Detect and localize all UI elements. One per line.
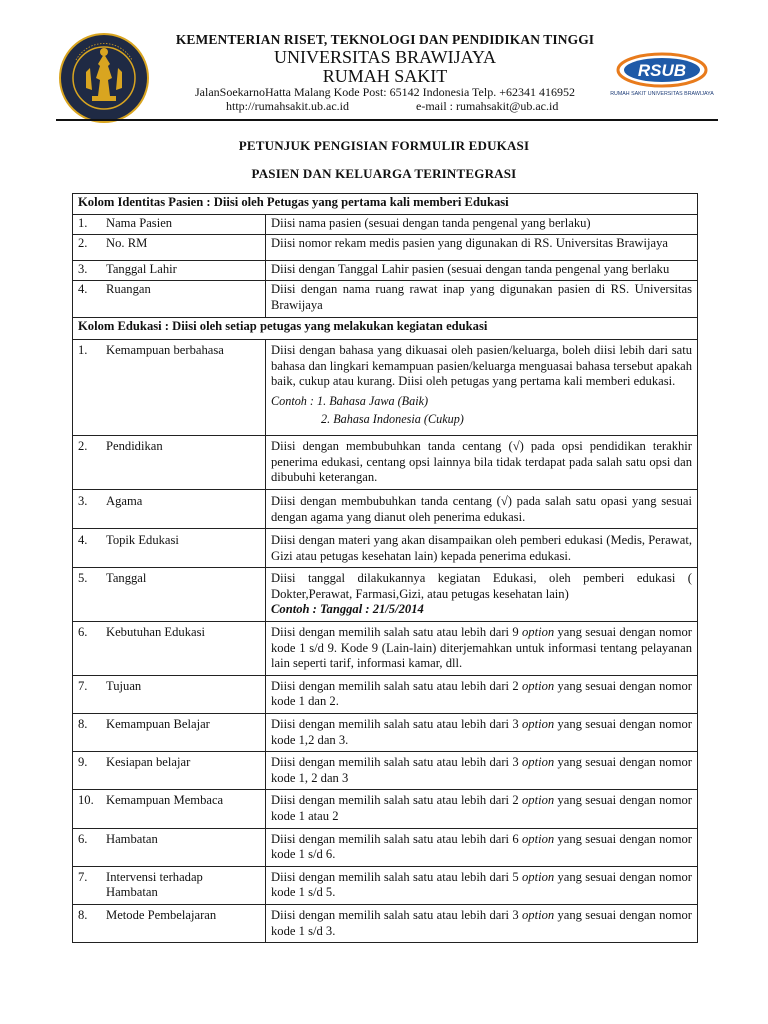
field-instruction: Diisi dengan memilih salah satu atau lebih dari 2 option yang sesuai dengan nomor kode 1 atau 2	[266, 790, 698, 828]
field-label: Tujuan	[106, 678, 142, 693]
field-instruction: Diisi dengan materi yang akan disampaikan oleh pemberi edukasi (Medis, Perawat, Gizi atau petugas kesehatan lain) kepada penerima edukasi.	[266, 529, 698, 568]
field-label: Kemampuan Belajar	[106, 717, 210, 732]
field-label: Tanggal	[106, 571, 147, 586]
field-label: Pendidikan	[106, 439, 163, 454]
field-instruction: Diisi tanggal dilakukannya kegiatan Edukasi, oleh pemberi edukasi ( Dokter,Perawat, Farmasi,Gizi, atau petugas kesehatan lain)	[271, 571, 692, 601]
header-divider	[56, 119, 718, 121]
document-subtitle: PASIEN DAN KELUARGA TERINTEGRASI	[251, 166, 517, 181]
field-label: Intervensi terhadap Hambatan	[106, 869, 203, 900]
field-instruction: Diisi dengan memilih salah satu atau lebih dari 5 option yang sesuai dengan nomor kode 1 s/d 5.	[266, 866, 698, 904]
document-title: PETUNJUK PENGISIAN FORMULIR EDUKASI	[238, 138, 530, 153]
hospital-name: RUMAH SAKIT	[322, 66, 448, 86]
field-instruction: Diisi dengan memilih salah satu atau lebih dari 9 option yang sesuai dengan nomor kode 1 s/d 9. Kode 9 (Lain-lain) diterjemahkan untuk informasi tentang pelayanan lain seperti tarif, informasi kamar, dll.	[266, 622, 698, 676]
section-title: Kolom Edukasi : Diisi oleh setiap petugas yang melakukan kegiatan edukasi	[73, 317, 698, 340]
example-text: Contoh : 1. Bahasa Jawa (Baik)	[271, 393, 429, 408]
field-label: Hambatan	[106, 831, 158, 846]
field-label: Ruangan	[106, 282, 151, 297]
row-number: 2.	[78, 439, 88, 454]
table-row	[73, 214, 698, 235]
field-label: Kemampuan berbahasa	[106, 343, 224, 358]
field-label: Nama Pasien	[106, 215, 173, 230]
table-row	[73, 489, 698, 528]
field-instruction: Diisi dengan membubuhkan tanda centang (√) pada salah satu opasi yang sesuai dengan agama yang dianut oleh penerima edukasi.	[266, 489, 698, 528]
field-label: No. RM	[106, 236, 148, 251]
field-instruction: Diisi dengan memilih salah satu atau lebih dari 2 option yang sesuai dengan nomor kode 1 dan 2.	[266, 675, 698, 713]
row-number: 8.	[78, 907, 88, 922]
svg-text:RSUB: RSUB	[637, 61, 687, 80]
row-number: 9.	[78, 755, 88, 770]
table-row	[73, 568, 698, 622]
row-number: 2.	[78, 236, 88, 251]
field-instruction: Diisi dengan bahasa yang dikuasai oleh pasien/keluarga, boleh diisi lebih dari satu bahasa dan lingkari kemampuan pasien/keluarga menguasai bahasa tersebut apakah baik, cukup atau kurang. Diisi oleh petugas yang pertama kali memberi edukasi.	[271, 343, 692, 389]
field-instruction: Diisi dengan memilih salah satu atau lebih dari 3 option yang sesuai dengan nomor kode 1,2 dan 3.	[266, 714, 698, 752]
row-number: 3.	[78, 261, 88, 276]
table-row	[73, 281, 698, 317]
rsub-logo-icon	[610, 50, 715, 98]
row-number: 5.	[78, 571, 88, 586]
example-text: 2. Bahasa Indonesia (Cukup)	[321, 411, 464, 426]
table-row	[73, 340, 698, 436]
field-label: Kebutuhan Edukasi	[106, 625, 205, 640]
field-label: Kesiapan belajar	[106, 755, 191, 770]
row-number: 4.	[78, 533, 88, 548]
table-row	[73, 752, 698, 790]
field-instruction: Diisi dengan Tanggal Lahir pasien (sesuai dengan tanda pengenal yang berlaku	[266, 260, 698, 281]
letterhead	[0, 0, 768, 122]
field-instruction: Diisi dengan membubuhkan tanda centang (√) pada opsi pendidikan terakhir penerima edukasi, centang opsi lainnya bila tidak terdapat pada salah satu opsi dan dibubuhi keterangan.	[266, 436, 698, 490]
field-label: Topik Edukasi	[106, 533, 179, 548]
row-number: 7.	[78, 678, 88, 693]
university-emblem-icon	[56, 30, 152, 126]
row-number: 4.	[78, 282, 88, 297]
example-text: Contoh : Tanggal : 21/5/2014	[271, 602, 424, 617]
row-number: 6.	[78, 625, 88, 640]
field-label: Agama	[106, 493, 143, 508]
instructions-table	[72, 193, 698, 943]
table-row	[73, 675, 698, 713]
field-label: Tanggal Lahir	[106, 261, 177, 276]
table-row	[73, 714, 698, 752]
section-header-identity	[73, 194, 698, 215]
row-number: 8.	[78, 717, 88, 732]
table-row	[73, 866, 698, 904]
field-instruction: Diisi nama pasien (sesuai dengan tanda pengenal yang berlaku)	[266, 214, 698, 235]
field-label: Kemampuan Membaca	[106, 793, 224, 808]
website-link[interactable]: http://rumahsakit.ub.ac.id	[226, 99, 349, 113]
field-instruction: Diisi dengan memilih salah satu atau lebih dari 3 option yang sesuai dengan nomor kode 1 s/d 3.	[266, 904, 698, 942]
field-instruction: Diisi dengan nama ruang rawat inap yang digunakan pasien di RS. Universitas Brawijaya	[266, 281, 698, 317]
section-title: Kolom Identitas Pasien : Diisi oleh Petugas yang pertama kali memberi Edukasi	[73, 194, 698, 215]
field-label: Metode Pembelajaran	[106, 907, 217, 922]
section-header-education	[73, 317, 698, 340]
table-row	[73, 529, 698, 568]
university-name: UNIVERSITAS BRAWIJAYA	[274, 47, 496, 67]
row-number: 1.	[78, 343, 88, 358]
row-number: 7.	[78, 869, 88, 884]
table-row	[73, 260, 698, 281]
field-instruction: Diisi dengan memilih salah satu atau lebih dari 6 option yang sesuai dengan nomor kode 1 s/d 6.	[266, 828, 698, 866]
svg-text:RUMAH SAKIT UNIVERSITAS BRAWIJ: RUMAH SAKIT UNIVERSITAS BRAWIJAYA	[610, 91, 714, 97]
table-row	[73, 622, 698, 676]
hospital-address: JalanSoekarnoHatta Malang Kode Post: 65142 Indonesia Telp. +62341 416952	[195, 85, 575, 99]
row-number: 6.	[78, 831, 88, 846]
table-row	[73, 828, 698, 866]
row-number: 10.	[78, 793, 94, 808]
email-link[interactable]: e-mail : rumahsakit@ub.ac.id	[416, 99, 559, 113]
table-row	[73, 436, 698, 490]
row-number: 3.	[78, 493, 88, 508]
ministry-name: KEMENTERIAN RISET, TEKNOLOGI DAN PENDIDIKAN TINGGI	[175, 32, 595, 47]
field-instruction: Diisi nomor rekam medis pasien yang digunakan di RS. Universitas Brawijaya	[266, 235, 698, 261]
table-row	[73, 790, 698, 828]
field-instruction: Diisi dengan memilih salah satu atau lebih dari 3 option yang sesuai dengan nomor kode 1, 2 dan 3	[266, 752, 698, 790]
table-row	[73, 235, 698, 261]
row-number: 1.	[78, 215, 88, 230]
table-row	[73, 904, 698, 942]
